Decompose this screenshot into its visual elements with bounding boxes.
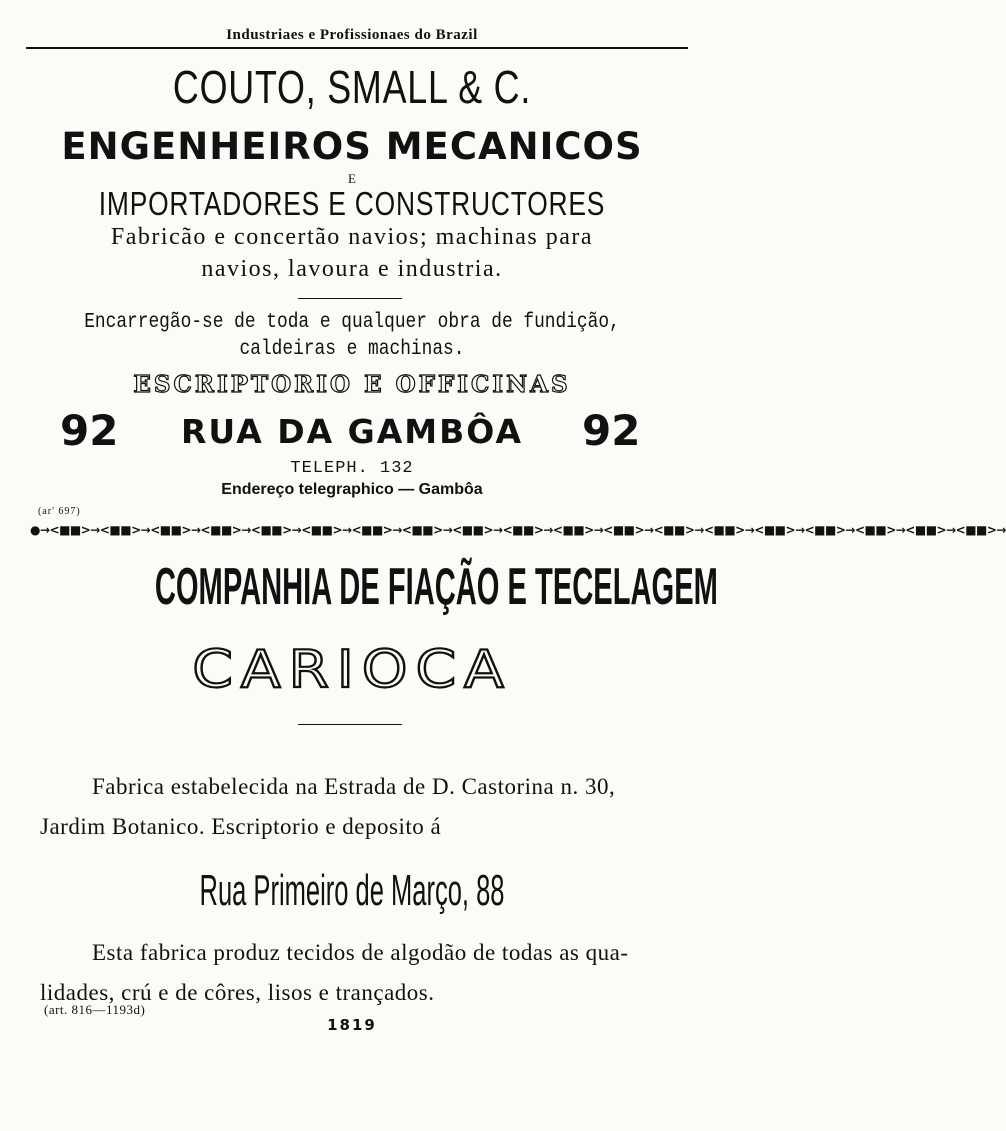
- company-heading: COMPANHIA DE FIAÇÃO E TECELAGEM: [154, 558, 718, 616]
- description-line-1: Fabricão e concertão navios; machinas para: [110, 224, 594, 250]
- separator-rule: [298, 298, 402, 299]
- separator-rule: [298, 724, 402, 725]
- firm-name: COUTO, SMALL & C.: [172, 61, 532, 113]
- trade-heading: IMPORTADORES E CONSTRUCTORES: [98, 185, 606, 222]
- offices-heading: ESCRIPTORIO E OFFICINAS: [133, 371, 571, 398]
- ornamental-divider: ●→<■■>→<■■>→<■■>→<■■>→<■■>→<■■>→<■■>→<■■>→<■■>→<■■>→<■■>→<■■>→<■■>→<■■>→<■■>→<■■>→<■■>→<■■>→<■■>→: [30, 523, 1006, 537]
- running-head: Industriaes e Profissionaes do Brazil: [226, 27, 478, 43]
- street-number-right: 92: [582, 406, 641, 455]
- office-address: Rua Primeiro de Março, 88: [199, 866, 505, 915]
- company-name: CARIOCA: [192, 640, 512, 700]
- street-name: RUA DA GAMBÔA: [181, 412, 523, 451]
- header-rule: [26, 47, 688, 49]
- conjunction: E: [348, 171, 356, 186]
- telephone: TELEPH. 132: [290, 459, 414, 478]
- paragraph-1-line-1: Fabrica estabelecida na Estrada de D. Castorina n. 30,: [92, 774, 616, 799]
- paragraph-2-line-2: lidades, crú e de côres, lisos e trançados.: [40, 980, 435, 1005]
- telegraph-address: Endereço telegraphico — Gambôa: [221, 481, 483, 498]
- profession-heading: ENGENHEIROS MECANICOS: [61, 125, 643, 168]
- paragraph-1-line-2: Jardim Botanico. Escriptorio e deposito á: [40, 814, 442, 839]
- year: 1819: [327, 1016, 377, 1034]
- street-number-left: 92: [60, 406, 119, 455]
- works-line-1: Encarregão-se de toda e qualquer obra de fundição,: [84, 311, 620, 334]
- article-reference: (art. 816—1193d): [44, 1002, 146, 1017]
- article-reference: (ar' 697): [38, 506, 81, 517]
- description-line-2: navios, lavoura e industria.: [201, 256, 503, 282]
- paragraph-2-line-1: Esta fabrica produz tecidos de algodão de todas as qua-: [92, 940, 629, 965]
- works-line-2: caldeiras e machinas.: [239, 338, 465, 361]
